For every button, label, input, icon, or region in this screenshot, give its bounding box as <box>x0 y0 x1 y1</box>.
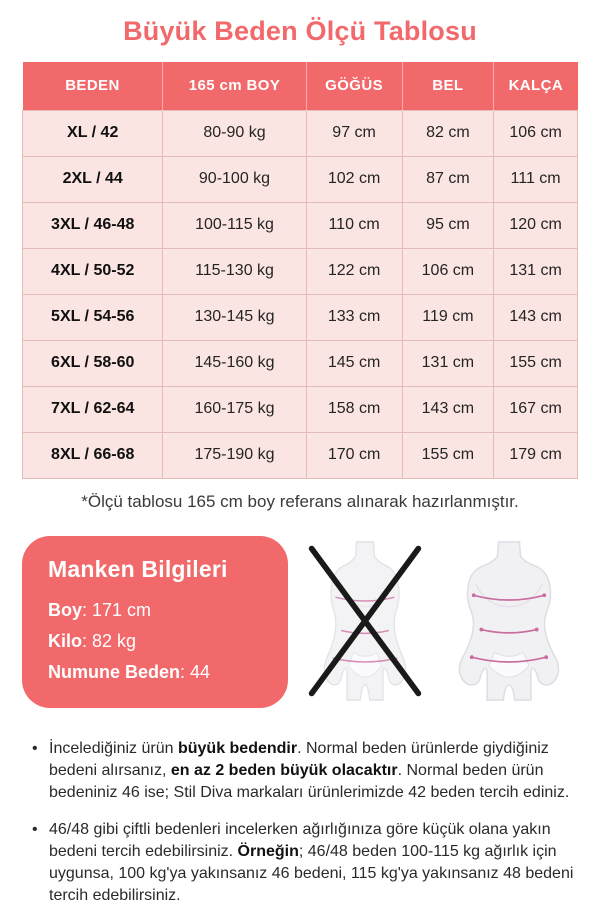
size-cell: 2XL / 44 <box>23 156 163 202</box>
measure-cell: 106 cm <box>402 248 494 294</box>
model-info-rows <box>48 595 266 688</box>
column-header: BEDEN <box>23 62 163 110</box>
measure-cell: 143 cm <box>402 386 494 432</box>
plus-size-body-figure <box>443 540 575 702</box>
table-row <box>23 432 578 478</box>
model-info-title: Manken Bilgileri <box>48 555 228 582</box>
table-row <box>23 110 578 156</box>
measure-cell: 111 cm <box>494 156 578 202</box>
info-notes-list <box>30 738 574 907</box>
model-info-card <box>22 536 288 708</box>
measure-cell: 131 cm <box>402 340 494 386</box>
note-item: • 46/48 gibi çiftli bedenleri incelerken ağırlığınıza göre küçük olana yakın bedeni tercih edebilirsiniz. Örneğin; 46/48 beden 100-115 kg ağırlık için uygunsa, 100 kg'ya yakınsanız 46 bedeni, 115 kg'ya yakınsanız 48 bedeni tercih edebilirsiniz. <box>30 819 574 907</box>
measure-cell: 95 cm <box>402 202 494 248</box>
size-cell: 4XL / 50-52 <box>23 248 163 294</box>
header-row <box>23 62 578 110</box>
measure-cell: 119 cm <box>402 294 494 340</box>
body-silhouette-plus-icon <box>443 540 575 702</box>
model-info-row: Numune Beden: 44 <box>48 661 211 682</box>
measure-cell: 97 cm <box>306 110 402 156</box>
size-cell: 8XL / 66-68 <box>23 432 163 478</box>
measure-cell: 145-160 kg <box>163 340 306 386</box>
measure-cell: 106 cm <box>494 110 578 156</box>
measure-cell: 158 cm <box>306 386 402 432</box>
normal-body-crossed-figure <box>299 540 431 702</box>
table-row <box>23 340 578 386</box>
measure-cell: 170 cm <box>306 432 402 478</box>
measure-cell: 179 cm <box>494 432 578 478</box>
model-info-row: Boy: 171 cm <box>48 599 152 620</box>
table-row <box>23 248 578 294</box>
measure-cell: 120 cm <box>494 202 578 248</box>
measure-cell: 155 cm <box>402 432 494 478</box>
measure-cell: 175-190 kg <box>163 432 306 478</box>
size-cell: 5XL / 54-56 <box>23 294 163 340</box>
measure-cell: 110 cm <box>306 202 402 248</box>
column-header: BEL <box>402 62 494 110</box>
measure-cell: 145 cm <box>306 340 402 386</box>
measure-cell: 80-90 kg <box>163 110 306 156</box>
table-row <box>23 386 578 432</box>
measure-cell: 87 cm <box>402 156 494 202</box>
table-row <box>23 202 578 248</box>
column-header: GÖĞÜS <box>306 62 402 110</box>
size-table-header <box>23 62 578 110</box>
size-cell: 7XL / 62-64 <box>23 386 163 432</box>
measure-cell: 130-145 kg <box>163 294 306 340</box>
measure-cell: 155 cm <box>494 340 578 386</box>
measure-cell: 82 cm <box>402 110 494 156</box>
measure-cell: 143 cm <box>494 294 578 340</box>
table-row <box>23 294 578 340</box>
measure-cell: 100-115 kg <box>163 202 306 248</box>
measure-cell: 160-175 kg <box>163 386 306 432</box>
size-table-body <box>23 110 578 478</box>
body-figures <box>288 536 586 702</box>
measure-cell: 115-130 kg <box>163 248 306 294</box>
table-row <box>23 156 578 202</box>
note-item: • İncelediğiniz ürün büyük bedendir. Normal beden ürünlerde giydiğiniz bedeni alırsanız, en az 2 beden büyük olacaktır. Normal beden ürün bedeniniz 46 ise; Stil Diva markaları ürünlerimizde 42 beden tercih ediniz. <box>30 738 574 804</box>
measure-cell: 90-100 kg <box>163 156 306 202</box>
model-info-row: Kilo: 82 kg <box>48 630 137 651</box>
measure-cell: 133 cm <box>306 294 402 340</box>
measure-cell: 122 cm <box>306 248 402 294</box>
body-silhouette-slim-icon <box>299 540 431 702</box>
size-cell: XL / 42 <box>23 110 163 156</box>
table-footnote: *Ölçü tablosu 165 cm boy referans alınarak hazırlanmıştır. <box>81 491 519 511</box>
measure-cell: 131 cm <box>494 248 578 294</box>
column-header: 165 cm BOY <box>163 62 306 110</box>
size-cell: 3XL / 46-48 <box>23 202 163 248</box>
measure-cell: 167 cm <box>494 386 578 432</box>
size-table <box>22 62 578 479</box>
measure-cell: 102 cm <box>306 156 402 202</box>
size-cell: 6XL / 58-60 <box>23 340 163 386</box>
column-header: KALÇA <box>494 62 578 110</box>
page-title: Büyük Beden Ölçü Tablosu <box>123 16 477 46</box>
model-info-section <box>22 536 586 708</box>
